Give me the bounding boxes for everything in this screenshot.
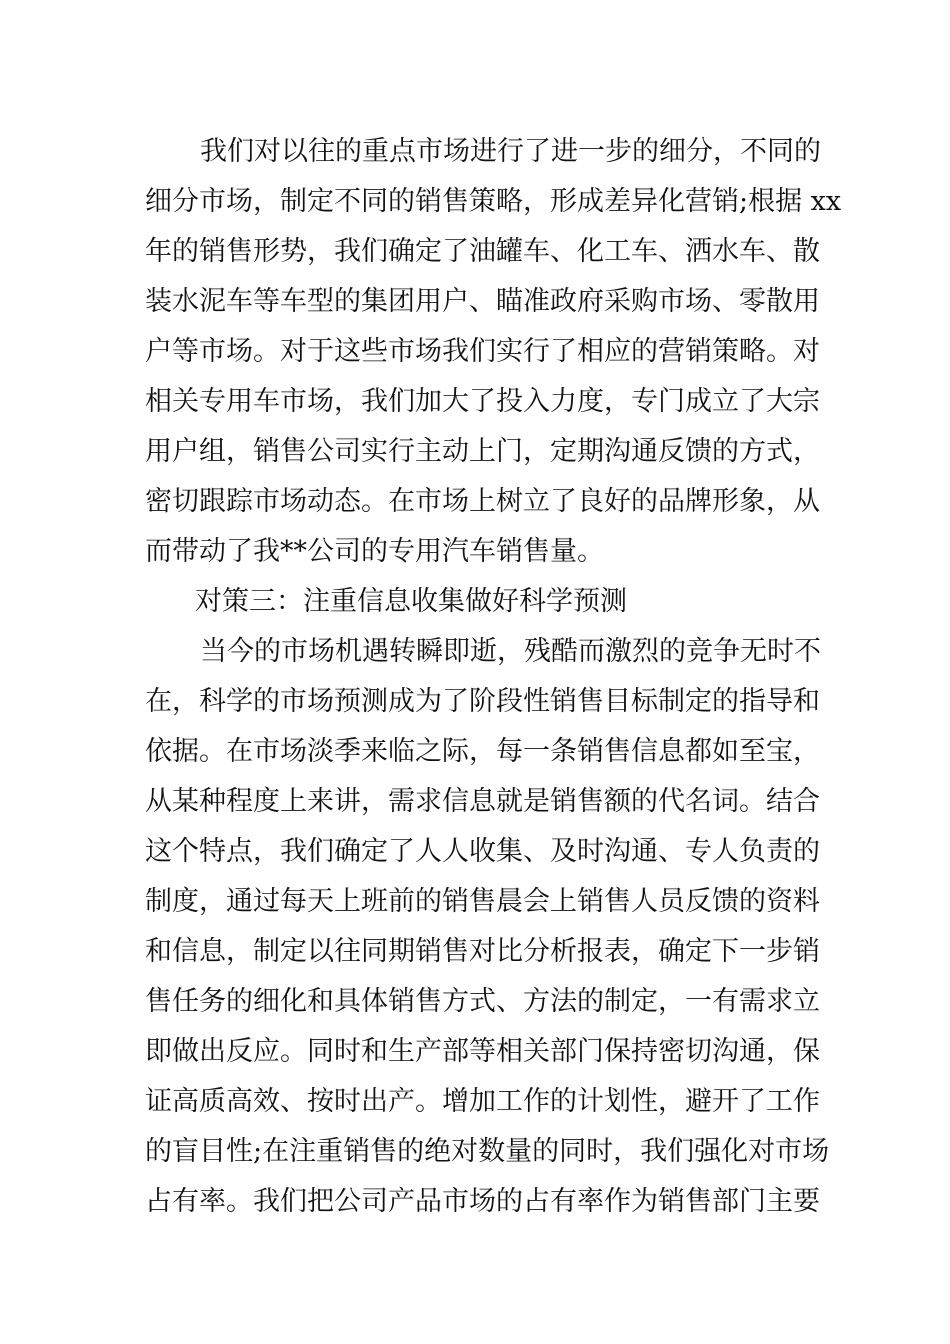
paragraph-line: 依据。在市场淡季来临之际，每一条销售信息都如至宝， bbox=[145, 736, 820, 767]
section-heading: 对策三：注重信息收集做好科学预测 bbox=[195, 586, 627, 617]
paragraph-line: 密切跟踪市场动态。在市场上树立了良好的品牌形象，从 bbox=[145, 486, 820, 517]
paragraph-line: 年的销售形势，我们确定了油罐车、化工车、洒水车、散 bbox=[145, 236, 820, 267]
paragraph-line: 当今的市场机遇转瞬即逝，残酷而激烈的竞争无时不 bbox=[200, 636, 821, 667]
paragraph-line: 户等市场。对于这些市场我们实行了相应的营销策略。对 bbox=[145, 336, 820, 367]
paragraph-line: 用户组，销售公司实行主动上门，定期沟通反馈的方式， bbox=[145, 436, 820, 467]
paragraph-line: 装水泥车等车型的集团用户、瞄准政府采购市场、零散用 bbox=[145, 286, 820, 317]
paragraph-line: 我们对以往的重点市场进行了进一步的细分，不同的 bbox=[200, 136, 821, 167]
paragraph-line: 制度，通过每天上班前的销售晨会上销售人员反馈的资料 bbox=[145, 886, 820, 917]
paragraph-line: 相关专用车市场，我们加大了投入力度，专门成立了大宗 bbox=[145, 386, 820, 417]
paragraph-line: 售任务的细化和具体销售方式、方法的制定，一有需求立 bbox=[145, 986, 820, 1017]
paragraph-line: 的盲目性;在注重销售的绝对数量的同时，我们强化对市场 bbox=[145, 1136, 830, 1167]
paragraph-line: 从某种程度上来讲，需求信息就是销售额的代名词。结合 bbox=[145, 786, 820, 817]
paragraph-line: 在，科学的市场预测成为了阶段性销售目标制定的指导和 bbox=[145, 686, 820, 717]
paragraph-line: 这个特点，我们确定了人人收集、及时沟通、专人负责的 bbox=[145, 836, 820, 867]
paragraph-line: 细分市场，制定不同的销售策略，形成差异化营销;根据 xx bbox=[145, 186, 842, 217]
paragraph-line: 而带动了我**公司的专用汽车销售量。 bbox=[145, 536, 604, 567]
paragraph-line: 占有率。我们把公司产品市场的占有率作为销售部门主要 bbox=[145, 1186, 820, 1217]
paragraph-line: 和信息，制定以往同期销售对比分析报表，确定下一步销 bbox=[145, 936, 820, 967]
paragraph-line: 即做出反应。同时和生产部等相关部门保持密切沟通，保 bbox=[145, 1036, 820, 1067]
paragraph-line: 证高质高效、按时出产。增加工作的计划性，避开了工作 bbox=[145, 1086, 820, 1117]
